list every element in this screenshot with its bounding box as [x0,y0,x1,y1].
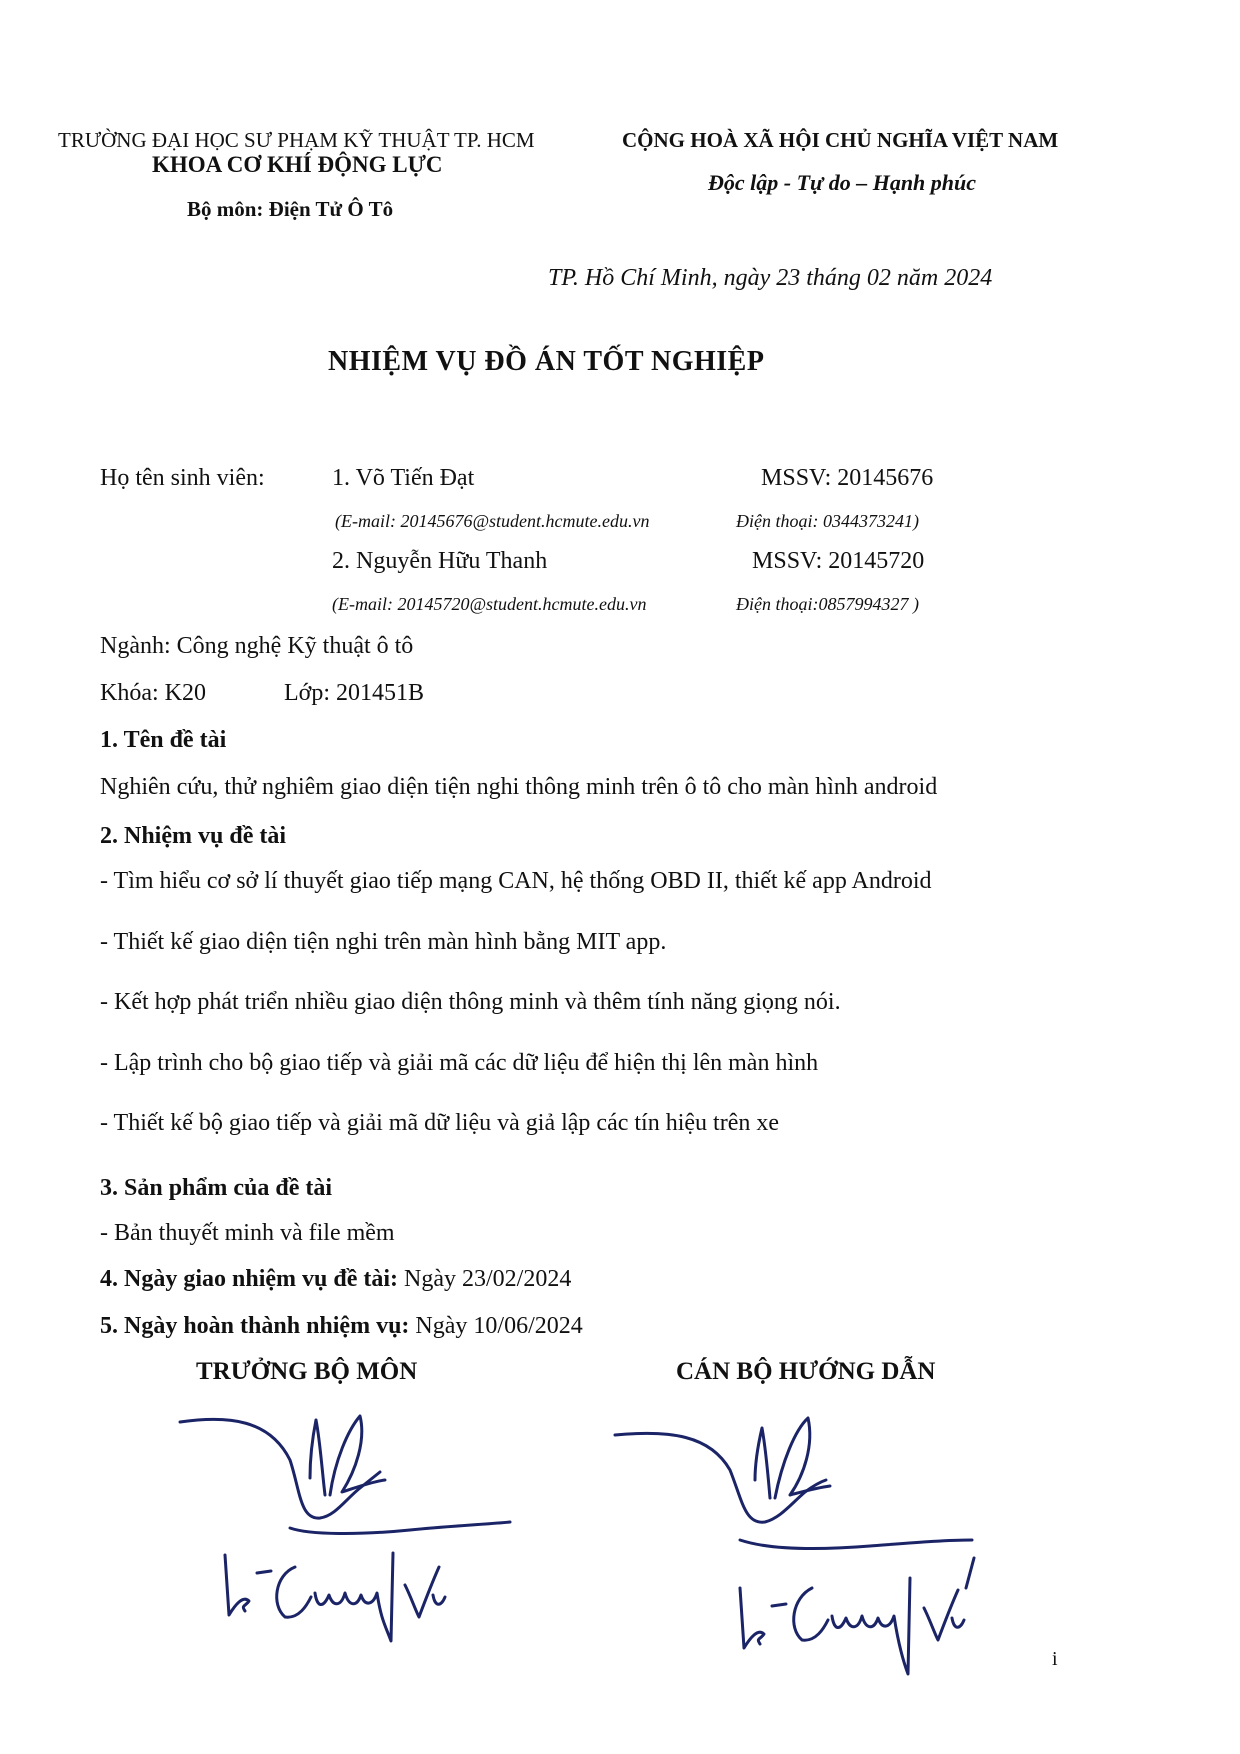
department-name: Bộ môn: Điện Tử Ô Tô [187,197,394,221]
assign-date-label: 4. Ngày giao nhiệm vụ đề tài: [100,1266,399,1292]
topic-heading: 1. Tên đề tài [100,727,227,753]
student-1-mssv: MSSV: 20145676 [761,465,934,491]
university-name: TRƯỜNG ĐẠI HỌC SƯ PHẠM KỸ THUẬT TP. HCM [58,128,535,152]
signature-title-left: TRƯỞNG BỘ MÔN [196,1358,418,1385]
signature-right-icon [600,1400,980,1555]
class: Lớp: 201451B [284,680,425,706]
students-label: Họ tên sinh viên: [100,465,265,491]
complete-date-value: Ngày 10/06/2024 [409,1313,583,1339]
student-2-name: 2. Nguyễn Hữu Thanh [332,548,548,574]
student-1-name: 1. Võ Tiến Đạt [332,465,475,491]
task-item: - Tìm hiểu cơ sở lí thuyết giao tiếp mạng CAN, hệ thống OBD II, thiết kế app Android [100,868,932,894]
task-item: - Thiết kế bộ giao tiếp và giải mã dữ liệu và giả lập các tín hiệu trên xe [100,1110,779,1136]
topic-text: Nghiên cứu, thử nghiêm giao diện tiện nghi thông minh trên ô tô cho màn hình android [100,774,938,800]
place-date: TP. Hồ Chí Minh, ngày 23 tháng 02 năm 2024 [548,265,993,291]
student-1-phone: Điện thoại: 0344373241) [736,511,919,531]
product-text: - Bản thuyết minh và file mềm [100,1220,395,1246]
product-heading: 3. Sản phẩm của đề tài [100,1175,333,1201]
task-item: - Thiết kế giao diện tiện nghi trên màn hình bằng MIT app. [100,929,667,955]
national-motto: Độc lập - Tự do – Hạnh phúc [708,170,977,195]
major: Ngành: Công nghệ Kỹ thuật ô tô [100,633,414,659]
complete-date-line [100,1313,583,1340]
student-2-phone: Điện thoại:0857994327 ) [736,594,919,614]
task-item: - Kết hợp phát triển nhiều giao diện thông minh và thêm tính năng giọng nói. [100,989,841,1015]
signature-left-icon [160,1400,520,1550]
handwritten-name-left-icon [215,1545,475,1645]
student-1-email: (E-mail: 20145676@student.hcmute.edu.vn [335,511,650,531]
assign-date-line [100,1266,571,1293]
signature-title-right: CÁN BỘ HƯỚNG DẪN [676,1358,936,1385]
tasks-heading: 2. Nhiệm vụ đề tài [100,823,286,849]
country-name: CỘNG HOÀ XÃ HỘI CHỦ NGHĨA VIỆT NAM [622,128,1059,152]
student-2-mssv: MSSV: 20145720 [752,548,925,574]
course: Khóa: K20 [100,680,206,706]
task-item: - Lập trình cho bộ giao tiếp và giải mã các dữ liệu để hiện thị lên màn hình [100,1050,819,1076]
page-title: NHIỆM VỤ ĐỒ ÁN TỐT NGHIỆP [328,346,765,377]
faculty-name: KHOA CƠ KHÍ ĐỘNG LỰC [152,152,443,177]
handwritten-name-right-icon [730,1548,1010,1688]
assign-date-value: Ngày 23/02/2024 [398,1266,572,1292]
complete-date-label: 5. Ngày hoàn thành nhiệm vụ: [100,1313,410,1339]
page-number: i [1052,1648,1058,1670]
student-2-email: (E-mail: 20145720@student.hcmute.edu.vn [332,594,647,614]
